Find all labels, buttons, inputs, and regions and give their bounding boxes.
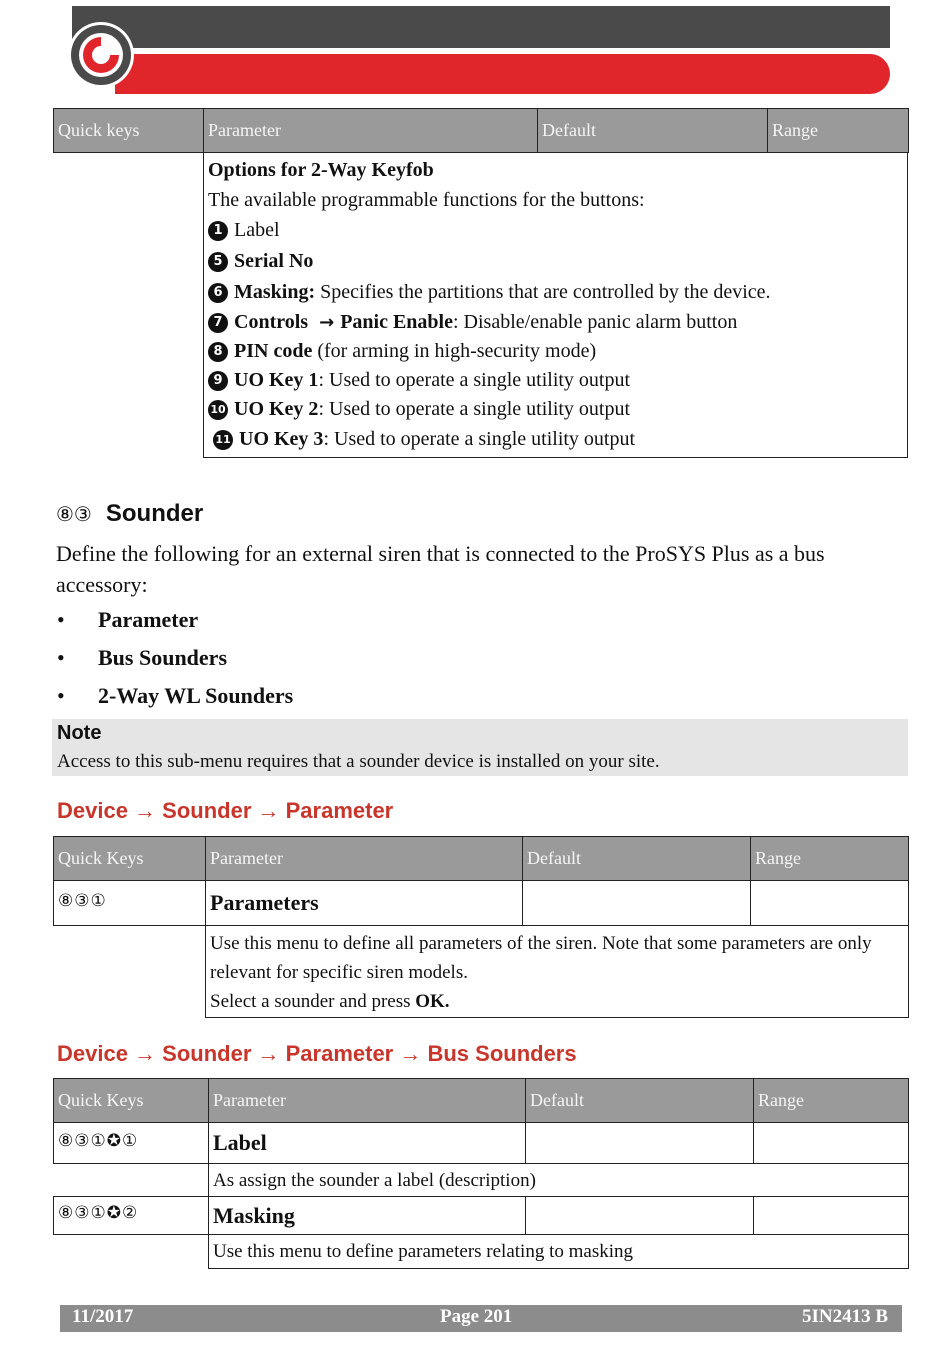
page-footer xyxy=(60,1305,902,1332)
options-title: Options for 2-Way Keyfob xyxy=(208,159,434,181)
note-text: Access to this sub-menu requires that a sounder device is installed on your site. xyxy=(57,751,660,772)
option-item: 9 UO Key 1: Used to operate a single utility output xyxy=(208,366,630,394)
note-heading: Note xyxy=(57,722,102,744)
parameter-description: Use this menu to define parameters relating to masking xyxy=(209,1235,909,1269)
col-range: Range xyxy=(751,837,909,881)
quick-keys-cell: ⑧③①✪② xyxy=(54,1197,209,1235)
col-default: Default xyxy=(523,837,751,881)
col-parameter: Parameter xyxy=(206,837,523,881)
parameter-table xyxy=(53,836,909,1018)
parameter-description: As assign the sounder a label (description) xyxy=(209,1164,909,1197)
col-quick-keys: Quick Keys xyxy=(54,837,206,881)
company-logo-icon xyxy=(66,20,136,90)
option-item: 5 Serial No xyxy=(208,247,313,275)
number-10-icon: 10 xyxy=(208,400,228,420)
header-bar-dark xyxy=(72,6,890,48)
parameter-name: Label xyxy=(209,1123,526,1164)
col-default: Default xyxy=(526,1079,754,1123)
option-item: 1 Label xyxy=(208,216,280,244)
option-item: 8 PIN code (for arming in high-security mode) xyxy=(208,337,596,365)
number-9-icon: 9 xyxy=(208,371,228,391)
option-item: 6 Masking: Specifies the partitions that are controlled by the device. xyxy=(208,278,771,306)
bullet-item: • 2-Way WL Sounders xyxy=(57,683,294,708)
col-range: Range xyxy=(768,109,909,153)
bullet-item: • Bus Sounders xyxy=(57,645,228,670)
bullet-item: • Parameter xyxy=(57,607,199,632)
default-cell xyxy=(526,1123,754,1164)
range-cell xyxy=(754,1123,909,1164)
parameter-name: Masking xyxy=(209,1197,526,1235)
footer-date: 11/2017 xyxy=(72,1306,134,1327)
sounder-heading: ⑧③ Sounder xyxy=(56,500,204,527)
number-8-icon: 8 xyxy=(208,342,228,362)
number-5-icon: 5 xyxy=(208,252,228,272)
quick-keys-cell: ⑧③① xyxy=(54,881,206,926)
default-cell xyxy=(526,1197,754,1235)
number-1-icon: 1 xyxy=(208,221,228,241)
menu-path-bus-sounders: Device → Sounder → Parameter → Bus Sounders xyxy=(57,1041,577,1066)
number-6-icon: 6 xyxy=(208,283,228,303)
number-11-icon: 11 xyxy=(213,430,233,450)
options-table-header xyxy=(53,108,909,153)
bullet-icon: • xyxy=(57,683,65,708)
col-default: Default xyxy=(538,109,768,153)
quick-key-icon: ⑧③ xyxy=(56,502,92,526)
footer-page-number: Page 201 xyxy=(440,1306,513,1327)
option-item: 10 UO Key 2: Used to operate a single utility output xyxy=(208,395,630,423)
keyfob-options-cell xyxy=(203,152,908,458)
header-bar-red xyxy=(115,54,890,94)
footer-doc-id: 5IN2413 B xyxy=(801,1306,888,1327)
sounder-intro: Define the following for an external siren that is connected to the ProSYS Plus as a bus accessory: xyxy=(56,541,825,597)
col-parameter: Parameter xyxy=(209,1079,526,1123)
bullet-icon: • xyxy=(57,645,65,670)
col-parameter: Parameter xyxy=(204,109,538,153)
option-item: 11 UO Key 3: Used to operate a single utility output xyxy=(213,425,635,453)
bus-sounders-table xyxy=(53,1078,909,1269)
parameter-description: Use this menu to define all parameters of the siren. Note that some parameters are only relevant for specific siren models. Select a sounder and press OK. xyxy=(206,926,909,1018)
option-item: 7 Controls → Panic Enable: Disable/enable panic alarm button xyxy=(208,308,737,337)
col-quick-keys: Quick keys xyxy=(54,109,204,153)
col-quick-keys: Quick Keys xyxy=(54,1079,209,1123)
quick-keys-cell: ⑧③①✪① xyxy=(54,1123,209,1164)
col-range: Range xyxy=(754,1079,909,1123)
default-cell xyxy=(523,881,751,926)
number-7-icon: 7 xyxy=(208,313,228,333)
arrow-right-icon: → xyxy=(319,312,335,333)
parameter-name: Parameters xyxy=(206,881,523,926)
range-cell xyxy=(751,881,909,926)
range-cell xyxy=(754,1197,909,1235)
options-intro: The available programmable functions for the buttons: xyxy=(208,189,645,211)
bullet-icon: • xyxy=(57,607,65,632)
menu-path-parameter: Device → Sounder → Parameter xyxy=(57,798,394,823)
